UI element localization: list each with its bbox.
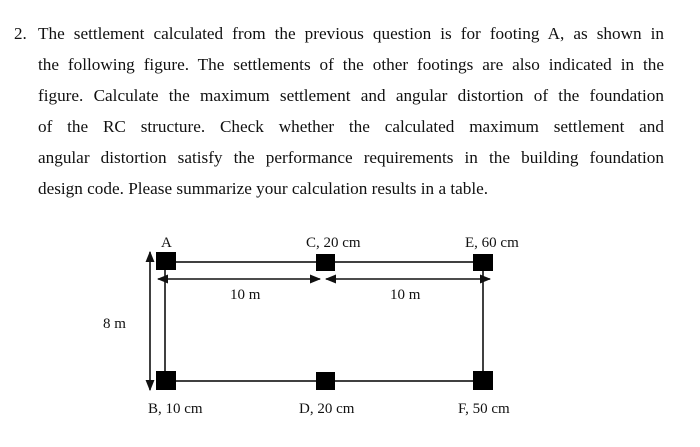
question-line: design code. Please summarize your calculation results in a table. (38, 179, 489, 198)
height-label: 8 m (103, 316, 126, 332)
question-number: 2. (14, 24, 27, 43)
footing-d-label: D, 20 cm (299, 401, 355, 417)
footing-c-label: C, 20 cm (306, 235, 361, 251)
footing-a-label: A (161, 235, 172, 251)
span-left-label: 10 m (230, 287, 261, 303)
question-line: of the RC structure. Check whether the calculated maximum settlement and (38, 117, 664, 136)
footing-e (473, 254, 493, 271)
footing-f (473, 371, 493, 390)
question-line: angular distortion satisfy the performance requirements in the building foundation (38, 148, 664, 167)
footing-c (316, 254, 335, 271)
footing-a (156, 252, 176, 270)
foundation-outline (165, 262, 483, 381)
span-right-label: 10 m (390, 287, 421, 303)
footing-f-label: F, 50 cm (458, 401, 510, 417)
footing-b-label: B, 10 cm (148, 401, 203, 417)
footing-e-label: E, 60 cm (465, 235, 519, 251)
footing-d (316, 372, 335, 390)
question-line: the following figure. The settlements of the other footings are also indicated in the (38, 55, 664, 74)
question-line: figure. Calculate the maximum settlement and angular distortion of the foundation (38, 86, 664, 105)
question-line: The settlement calculated from the previous question is for footing A, as shown in (38, 24, 664, 43)
footing-b (156, 371, 176, 390)
